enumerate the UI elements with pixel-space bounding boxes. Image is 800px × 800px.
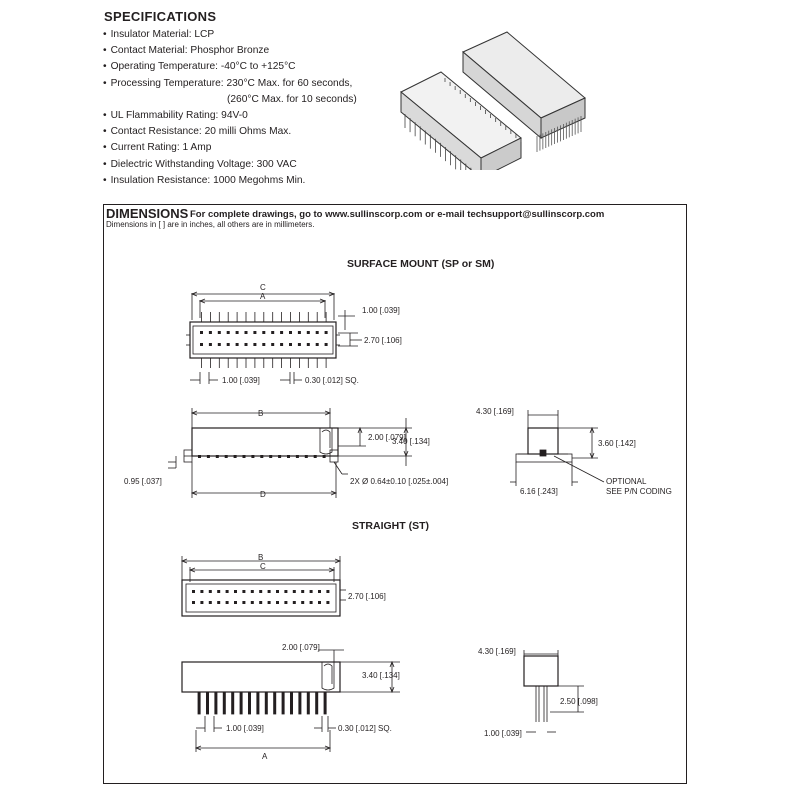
- pin-square: [226, 601, 229, 604]
- pin-square: [307, 331, 310, 334]
- pin-foot: [260, 455, 263, 458]
- pin-square: [310, 590, 313, 593]
- pin-square: [242, 601, 245, 604]
- pin-foot: [243, 455, 246, 458]
- st-2-00-label: 2.00 [.079]: [282, 643, 320, 652]
- pin-leg: [240, 692, 242, 714]
- pin-square: [268, 601, 271, 604]
- spec-item: • Dielectric Withstanding Voltage: 300 VAC: [103, 157, 357, 173]
- pin-square: [318, 601, 321, 604]
- st-side-view: [182, 650, 400, 752]
- pin-square: [234, 590, 237, 593]
- spec-item: • Contact Resistance: 20 milli Ohms Max.: [103, 124, 357, 140]
- pin-square: [259, 601, 262, 604]
- pin-square: [218, 331, 221, 334]
- pin-foot: [287, 455, 290, 458]
- pin-square: [276, 590, 279, 593]
- pin-square: [226, 590, 229, 593]
- st-b-label: B: [258, 553, 264, 562]
- st-4-30-label: 4.30 [.169]: [478, 647, 516, 656]
- pin-square: [280, 343, 283, 346]
- sm-post-label: 2X Ø 0.64±0.10 [.025±.004]: [350, 477, 449, 486]
- pin-square: [298, 343, 301, 346]
- st-pin-sq-label: 0.30 [.012] SQ.: [338, 724, 392, 733]
- pin-square: [271, 331, 274, 334]
- pin-leg: [232, 692, 234, 714]
- sm-2-00-label: 2.00 [.079]: [368, 433, 406, 442]
- sm-2-70-label: 2.70 [.106]: [364, 336, 402, 345]
- pin-square: [310, 601, 313, 604]
- st-1-00-label: 1.00 [.039]: [484, 729, 522, 738]
- pin-foot: [234, 455, 237, 458]
- sm-c-label: C: [260, 283, 266, 292]
- pin-square: [227, 343, 230, 346]
- pin-square: [326, 601, 329, 604]
- pin-square: [209, 331, 212, 334]
- pin-square: [293, 601, 296, 604]
- pin-square: [234, 601, 237, 604]
- pin-leg: [282, 692, 284, 714]
- pin-square: [227, 331, 230, 334]
- st-3-40-label: 3.40 [.134]: [362, 671, 400, 680]
- pin-square: [251, 601, 254, 604]
- pin-square: [325, 331, 328, 334]
- pin-square: [209, 601, 212, 604]
- pin-square: [316, 331, 319, 334]
- pin-square: [251, 590, 254, 593]
- pin-square: [262, 343, 265, 346]
- pin-square: [307, 343, 310, 346]
- pin-square: [268, 590, 271, 593]
- pin-square: [200, 331, 203, 334]
- sm-3-60-label: 3.60 [.142]: [598, 439, 636, 448]
- pin-square: [245, 343, 248, 346]
- pin-leg: [307, 692, 309, 714]
- sm-coding-label: SEE P/N CODING: [606, 487, 672, 496]
- dimensions-title: DIMENSIONS: [106, 206, 189, 221]
- pin-square: [209, 343, 212, 346]
- pin-square: [301, 590, 304, 593]
- pin-square: [259, 590, 262, 593]
- spec-item: • UL Flammability Rating: 94V-0: [103, 108, 357, 124]
- sm-4-30-label: 4.30 [.169]: [476, 407, 514, 416]
- pin-square: [280, 331, 283, 334]
- pin-leg: [215, 692, 217, 714]
- pin-leg: [198, 692, 200, 714]
- pin-square: [276, 601, 279, 604]
- st-a-label: A: [262, 752, 268, 761]
- sm-optional-label: OPTIONAL: [606, 477, 647, 486]
- st-end-view: [524, 650, 584, 732]
- spec-item: • Insulator Material: LCP: [103, 27, 357, 43]
- pin-foot: [314, 455, 317, 458]
- pin-leg: [324, 692, 326, 714]
- sm-a-label: A: [260, 292, 266, 301]
- pin-foot: [269, 455, 272, 458]
- pin-foot: [207, 455, 210, 458]
- st-c-label: C: [260, 562, 266, 571]
- pin-square: [316, 343, 319, 346]
- pin-square: [236, 343, 239, 346]
- spec-item: • Contact Material: Phosphor Bronze: [103, 43, 357, 59]
- pin-foot: [278, 455, 281, 458]
- pin-square: [262, 331, 265, 334]
- pin-square: [217, 601, 220, 604]
- sm-0-95-label: 0.95 [.037]: [124, 477, 162, 486]
- dimensions-subnote: Dimensions in [ ] are in inches, all others are in millimeters.: [106, 220, 315, 229]
- pin-leg: [257, 692, 259, 714]
- pin-square: [298, 331, 301, 334]
- st-2-50-label: 2.50 [.098]: [560, 697, 598, 706]
- sm-pitch-label: 1.00 [.039]: [222, 376, 260, 385]
- pin-leg: [265, 692, 267, 714]
- specifications-title: SPECIFICATIONS: [104, 9, 217, 24]
- sm-end-view: [510, 410, 604, 486]
- pin-square: [318, 590, 321, 593]
- pin-square: [192, 590, 195, 593]
- pin-square: [284, 601, 287, 604]
- pin-leg: [248, 692, 250, 714]
- pin-square: [325, 343, 328, 346]
- pin-leg: [274, 692, 276, 714]
- pin-square: [236, 331, 239, 334]
- pin-square: [326, 590, 329, 593]
- st-pitch-label: 1.00 [.039]: [226, 724, 264, 733]
- pin-square: [245, 331, 248, 334]
- pin-square: [218, 343, 221, 346]
- surface-mount-title: SURFACE MOUNT (SP or SM): [347, 258, 495, 270]
- spec-item: • Insulation Resistance: 1000 Megohms Min.: [103, 173, 357, 189]
- pin-foot: [305, 455, 308, 458]
- sm-6-16-label: 6.16 [.243]: [520, 487, 558, 496]
- pin-leg: [206, 692, 208, 714]
- pin-square: [200, 601, 203, 604]
- pin-square: [192, 601, 195, 604]
- pin-square: [284, 590, 287, 593]
- pin-square: [253, 343, 256, 346]
- dimensions-note: For complete drawings, go to www.sullinscorp.com or e-mail techsupport@sullinscorp.com: [190, 209, 605, 220]
- sm-3-40-label: 3.40 [.134]: [392, 437, 430, 446]
- spec-item-continuation: (260°C Max. for 10 seconds): [227, 93, 357, 105]
- pin-square: [200, 343, 203, 346]
- pin-square: [271, 343, 274, 346]
- sm-1-00-label: 1.00 [.039]: [362, 306, 400, 315]
- pin-foot: [225, 455, 228, 458]
- pin-leg: [316, 692, 318, 714]
- pin-foot: [323, 455, 326, 458]
- pin-leg: [290, 692, 292, 714]
- spec-item: • Current Rating: 1 Amp: [103, 140, 357, 156]
- pin-square: [301, 601, 304, 604]
- straight-title: STRAIGHT (ST): [352, 520, 429, 532]
- sm-b-label: B: [258, 409, 264, 418]
- spec-item: • Processing Temperature: 230°C Max. for 60 seconds,: [103, 76, 357, 92]
- spec-item: • Operating Temperature: -40°C to +125°C: [103, 59, 357, 75]
- pin-square: [289, 331, 292, 334]
- pin-square: [242, 590, 245, 593]
- pin-square: [293, 590, 296, 593]
- sm-d-label: D: [260, 490, 266, 499]
- pin-foot: [251, 455, 254, 458]
- st-2-70-label: 2.70 [.106]: [348, 592, 386, 601]
- sm-top-view: [186, 292, 362, 384]
- pin-square: [209, 590, 212, 593]
- pin-square: [217, 590, 220, 593]
- pin-foot: [296, 455, 299, 458]
- pin-leg: [299, 692, 301, 714]
- pin-square: [289, 343, 292, 346]
- pin-leg: [223, 692, 225, 714]
- pin-foot: [198, 455, 201, 458]
- sm-pin-sq-label: 0.30 [.012] SQ.: [305, 376, 359, 385]
- pin-square: [200, 590, 203, 593]
- pin-square: [253, 331, 256, 334]
- pin-foot: [216, 455, 219, 458]
